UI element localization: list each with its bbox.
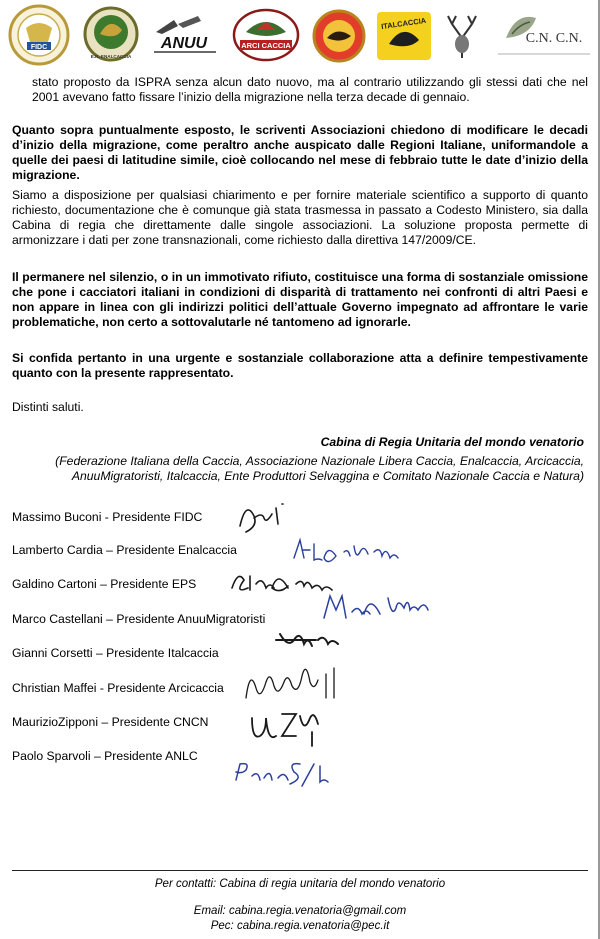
signatory-cartoni: Galdino Cartoni – Presidente EPS xyxy=(12,577,197,591)
fidc-logo-text: FIDC xyxy=(30,44,48,51)
signatory-castellani: Marco Castellani – Presidente AnuuMigratoristi xyxy=(12,612,266,626)
greeting: Distinti saluti. xyxy=(12,400,84,414)
signatory-buconi: Massimo Buconi - Presidente FIDC xyxy=(12,510,203,524)
signatory-sparvoli: Paolo Sparvoli – Presidente ANLC xyxy=(12,749,198,763)
italcaccia-logo-text: ITALCACCIA xyxy=(380,15,427,32)
signature-block xyxy=(12,435,584,484)
anuu-logo xyxy=(148,12,220,58)
paragraph-ispra: stato proposto da ISPRA senza alcun dato nuovo, ma al contrario utilizzando gli stessi dati che nel 2001 avevano fatto fissare l’inizio della migrazione nella terza decade di gennaio. xyxy=(32,75,588,104)
association-logos-row xyxy=(0,0,600,70)
italcaccia-logo xyxy=(375,10,433,62)
signature-block-members-2: AnuuMigratoristi, Italcaccia, Ente Produttori Selvaggina e Comitato Nazionale Caccia e Natura) xyxy=(71,469,584,483)
paragraph-request: Quanto sopra puntualmente esposto, le scriventi Associazioni chiedono di modificare le decadi d’inizio della migrazione, come peraltro anche auspicato dalle Regioni Italiane, uniformandole a quelle dei paesi di latitudine simile, cioè collocando nel mese di febbraio tutte le date d’inizio della migrazione. xyxy=(12,123,588,182)
footer-contacts: Per contatti: Cabina di regia unitaria del mondo venatorio xyxy=(154,878,446,890)
signature-castellani xyxy=(318,588,438,628)
cncn-logo xyxy=(494,8,594,64)
arcicaccia-logo-text: ARCI CACCIA xyxy=(241,41,291,50)
enalcaccia-logo-text: E.N. ENALCACCIA xyxy=(90,54,132,59)
signature-cardia xyxy=(288,534,408,568)
signature-block-members-1: (Federazione Italiana della Caccia, Associazione Nazionale Libera Caccia, Enalcaccia, Arcicaccia, xyxy=(55,454,584,468)
signatory-corsetti: Gianni Corsetti – Presidente Italcaccia xyxy=(12,646,219,660)
eps-logo xyxy=(440,10,484,62)
cncn-logo-text: C.N. C.N. xyxy=(525,31,583,46)
signatory-maffei: Christian Maffei - Presidente Arcicaccia xyxy=(12,681,224,695)
signature-buconi xyxy=(232,496,302,538)
enalcaccia-logo xyxy=(82,4,140,66)
arcicaccia-logo xyxy=(232,8,300,62)
signatory-zipponi: MaurizioZipponi – Presidente CNCN xyxy=(12,715,209,729)
signature-sparvoli xyxy=(228,756,358,790)
anuu-logo-text: ANUU xyxy=(160,35,208,52)
signature-corsetti xyxy=(270,626,350,656)
signature-maffei xyxy=(236,654,356,706)
footer-pec: Pec: cabina.regia.venatoria@pec.it xyxy=(210,920,390,932)
fidc-logo xyxy=(6,4,72,66)
signatory-cardia: Lamberto Cardia – Presidente Enalcaccia xyxy=(12,543,237,557)
paragraph-collaboration: Si confida pertanto in una urgente e sostanziale collaborazione atta a definire tempestivamente quanto con la presente rappresentato. xyxy=(12,351,588,380)
signature-block-title: Cabina di Regia Unitaria del mondo venatorio xyxy=(320,435,584,449)
footer-email: Email: cabina.regia.venatoria@gmail.com xyxy=(193,905,407,917)
paragraph-availability: Siamo a disposizione per qualsiasi chiarimento e per fornire materiale scientifico a supporto di quanto richiesto, documentazione che è comunque già stata trasmessa in passato a Codesto Ministero, sia dalla Cabina di regia che direttamente dalle singole associazioni. La soluzione proposta permette di armonizzare i dati per zone transnazionali, come richiesto dalla direttiva 147/2009/CE. xyxy=(12,188,588,247)
signature-zipponi xyxy=(246,704,336,750)
anlc-logo xyxy=(312,8,366,64)
paragraph-omission: Il permanere nel silenzio, o in un immotivato rifiuto, costituisce una forma di sostanziale omissione che pone i cacciatori italiani in condizioni di disparità di trattamento nei confronti di altri Paesi e non appare in linea con gli indirizzi politici dell’attuale Governo impegnato ad affrontare le varie problematiche, non certo a sottovalutarle né tantomeno ad ignorarle. xyxy=(12,270,588,329)
footer-divider xyxy=(12,870,588,871)
